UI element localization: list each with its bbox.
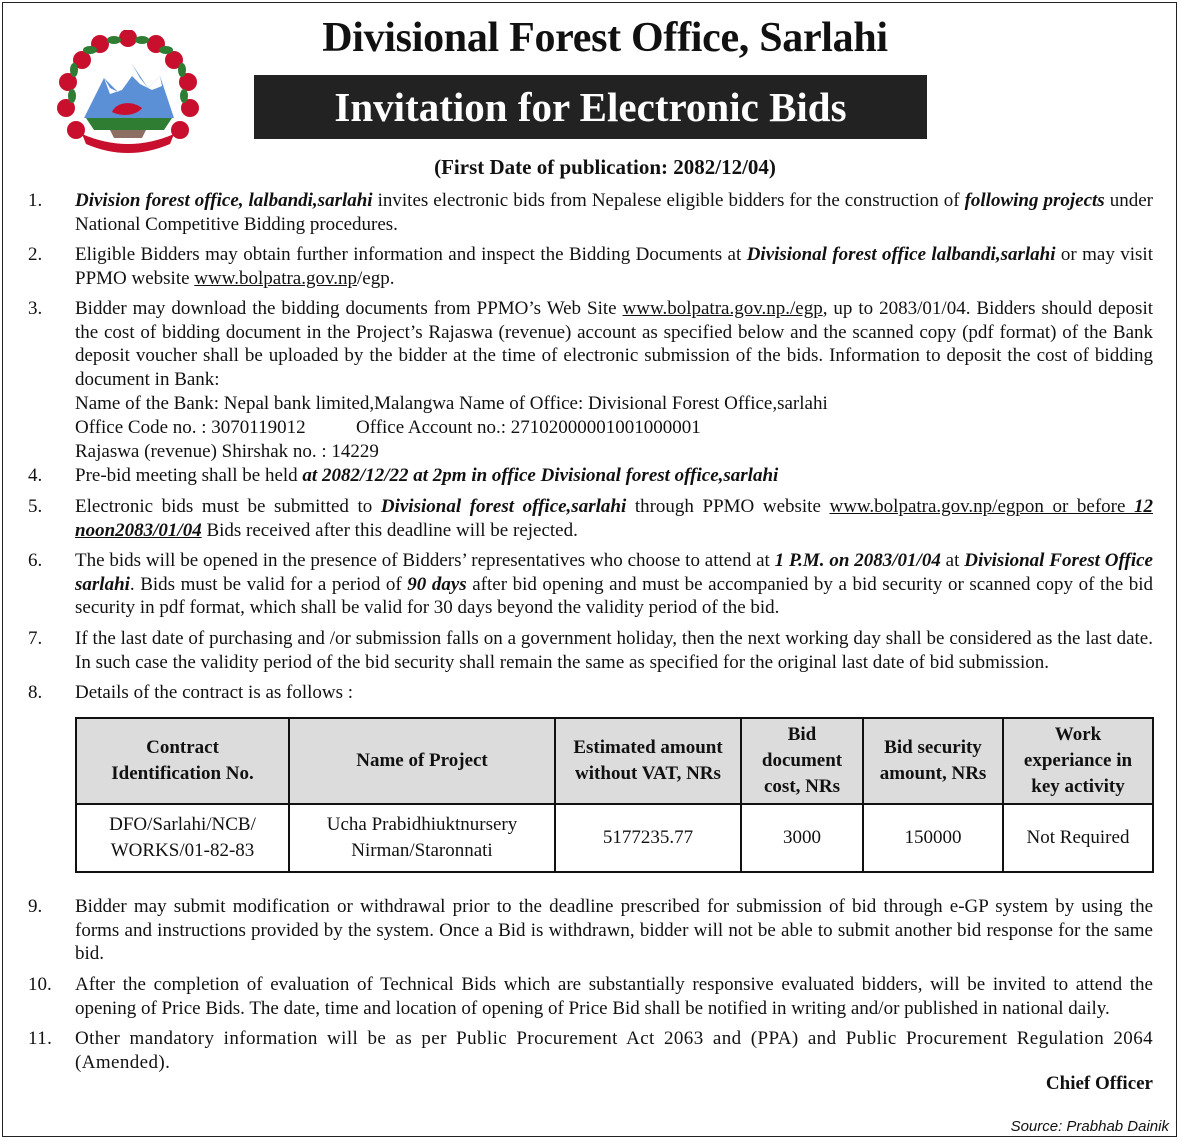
cell-project-name: Ucha Prabidhiuktnursery Nirman/Staronnati	[289, 804, 555, 872]
item-text: Pre-bid meeting shall be held at 2082/12/22 at 2pm in office Divisional forest office,sarlahi	[75, 465, 779, 486]
list-item	[28, 464, 1153, 488]
item-text: Division forest office, lalbandi,sarlahi invites electronic bids from Nepalese eligible bidders for the construction of following projects under National Competitive Bidding procedures.	[75, 190, 1153, 235]
col-header-work-experience: Work experiance in key activity	[1003, 718, 1153, 804]
list-item	[28, 627, 1153, 675]
list-item	[28, 973, 1153, 1021]
item-number: 11.	[28, 1028, 53, 1049]
source-credit: Source: Prabhab Dainik	[1010, 1118, 1169, 1135]
item-text: The bids will be opened in the presence of Bidders’ representatives who choose to attend at 1 P.M. on 2083/01/04 at Divisional Forest Office sarlahi. Bids must be valid for a period of 90 days after bid opening and must be accompanied by a bid security or scanned copy of the bid security in pdf format, which shall be valid for 30 days beyond the validity period of the bid.	[75, 550, 1153, 618]
signatory: Chief Officer	[1045, 1073, 1153, 1094]
item-number: 8.	[28, 682, 43, 703]
item-number: 9.	[28, 896, 43, 917]
col-header-doc-cost: Bid document cost, NRs	[741, 718, 863, 804]
item-text: After the completion of evaluation of Technical Bids which are substantially responsive evaluated bidders, will be invited to attend the opening of Price Bids. The date, time and location of opening of Price Bid shall be notified in writing and/or published in national daily.	[75, 974, 1153, 1019]
cell-estimate: 5177235.77	[555, 804, 741, 872]
bank-name-line: Name of the Bank: Nepal bank limited,Malangwa Name of Office: Divisional Forest Office,sarlahi	[75, 393, 828, 414]
table-header-row	[76, 718, 1153, 804]
publication-date: (First Date of publication: 2082/12/04)	[434, 155, 776, 179]
list-item	[28, 549, 1153, 621]
col-header-project-name: Name of Project	[289, 718, 555, 804]
item-number: 3.	[28, 298, 43, 319]
item-number: 6.	[28, 550, 43, 571]
item-text: Eligible Bidders may obtain further information and inspect the Bidding Documents at Divisional forest office lalbandi,sarlahi or may visit PPMO website www.bolpatra.gov.np/egp.	[75, 244, 1153, 289]
ppmo-link[interactable]: www.bolpatra.gov.np/egpon or before	[829, 496, 1134, 517]
item-text: Other mandatory information will be as per Public Procurement Act 2063 and (PPA) and Public Procurement Regulation 2064 (Amended).	[75, 1028, 1153, 1073]
item-number: 7.	[28, 628, 43, 649]
office-account: Office Account no.: 27102000001001000001	[356, 417, 701, 438]
banner-title: Invitation for Electronic Bids	[254, 75, 927, 139]
cell-bid-security: 150000	[863, 804, 1003, 872]
col-header-bid-security: Bid security amount, NRs	[863, 718, 1003, 804]
rajaswa-line: Rajaswa (revenue) Shirshak no. : 14229	[75, 441, 379, 462]
item-text: Electronic bids must be submitted to Divisional forest office,sarlahi through PPMO website www.bolpatra.gov.np/egpon or before 12 noon2083/01/04 Bids received after this deadline will be rejected.	[75, 496, 1153, 541]
item-text: Bidder may download the bidding documents from PPMO’s Web Site www.bolpatra.gov.np./egp, up to 2083/01/04. Bidders should deposit the cost of bidding document in the Project’s Rajaswa (revenue) account as specified below and the scanned copy (pdf format) of the Bank deposit voucher shall be uploaded by the bidder at the time of electronic submission of the bids. Information to deposit the cost of bidding document in Bank:	[75, 298, 1154, 390]
item-text: If the last date of purchasing and /or submission falls on a government holiday, then the next working day shall be considered as the last date. In such case the validity period of the bid security shall remain the same as specified for the original last date of bid submission.	[75, 628, 1153, 673]
col-header-contract-id: Contract Identification No.	[76, 718, 289, 804]
list-item	[28, 297, 1153, 393]
list-item	[28, 681, 1153, 705]
item-number: 1.	[28, 190, 43, 211]
list-item	[28, 895, 1153, 967]
office-code: Office Code no. : 3070119012	[75, 417, 306, 438]
ppmo-link[interactable]: www.bolpatra.gov.np./egp	[622, 298, 823, 319]
item-number: 2.	[28, 244, 43, 265]
contract-table	[75, 717, 1154, 873]
item-number: 5.	[28, 496, 43, 517]
list-item	[28, 243, 1153, 291]
cell-doc-cost: 3000	[741, 804, 863, 872]
list-item	[28, 1027, 1153, 1075]
item-number: 4.	[28, 465, 43, 486]
list-item	[28, 189, 1153, 237]
cell-work-experience: Not Required	[1003, 804, 1153, 872]
item-text: Bidder may submit modification or withdrawal prior to the deadline prescribed for submission of bid through e-GP system by using the forms and instructions provided by the system. Once a Bid is withdrawn, bidder will not be able to submit another bid response for the same bid.	[75, 896, 1153, 964]
cell-contract-id: DFO/Sarlahi/NCB/ WORKS/01-82-83	[76, 804, 289, 872]
col-header-estimate: Estimated amount without VAT, NRs	[555, 718, 741, 804]
table-row	[76, 804, 1153, 872]
office-title: Divisional Forest Office, Sarlahi	[322, 15, 888, 61]
item-number: 10.	[28, 974, 52, 995]
ppmo-link[interactable]: www.bolpatra.gov.np	[194, 267, 357, 289]
item-text: Details of the contract is as follows :	[75, 682, 354, 703]
list-item	[28, 495, 1153, 543]
